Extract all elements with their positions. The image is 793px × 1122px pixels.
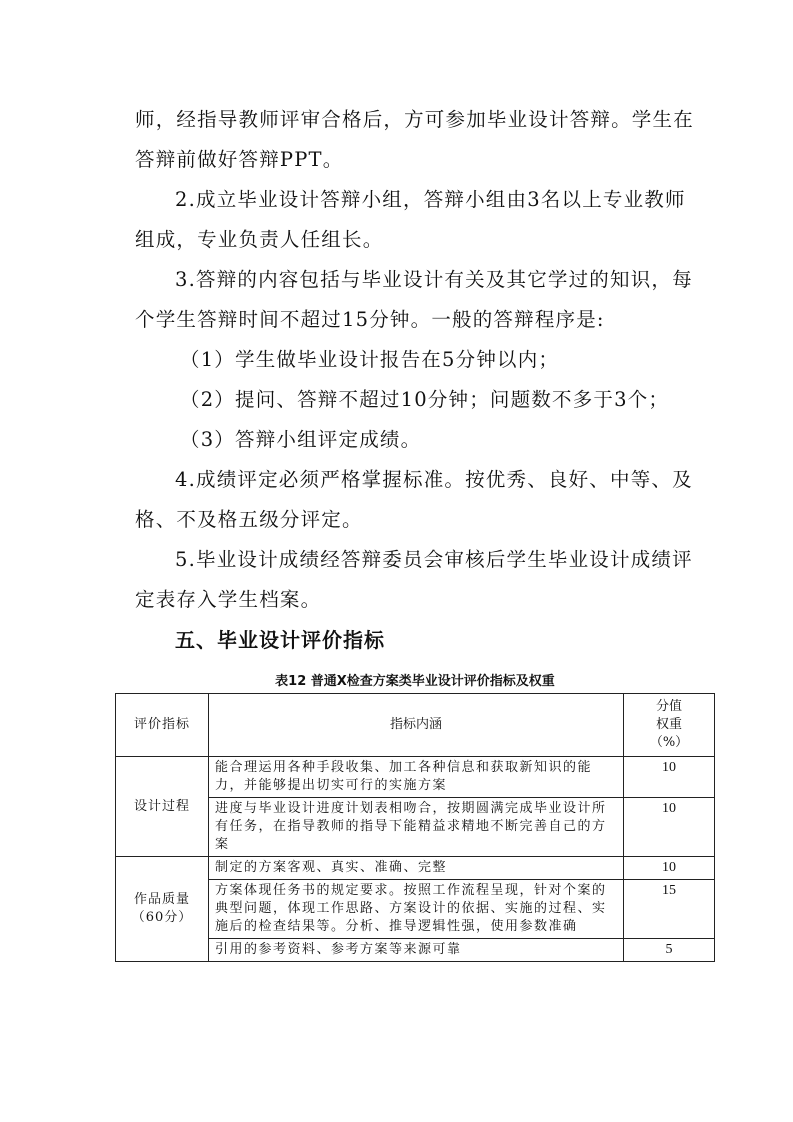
procedure-item-2: （2）提问、答辩不超过10分钟；问题数不多于3个； <box>180 388 670 411</box>
table-row <box>116 857 715 880</box>
table-row <box>116 757 715 798</box>
header-weight-line1: 分值 <box>655 699 682 714</box>
row-weight: 10 <box>624 857 715 880</box>
row-weight: 10 <box>624 798 715 857</box>
row-content: 制定的方案客观、真实、准确、完整 <box>209 857 624 880</box>
procedure-item-1: （1）学生做毕业设计报告在5分钟以内； <box>180 348 560 371</box>
section-heading: 五、毕业设计评价指标 <box>175 628 385 652</box>
paragraph-2: 2.成立毕业设计答辩小组，答辩小组由3名以上专业教师组成，专业负责人任组长。 <box>135 188 686 251</box>
row-weight: 10 <box>624 757 715 798</box>
row-content: 方案体现任务书的规定要求。按照工作流程呈现，针对个案的典型问题，体现工作思路、方案设计的依据、实施的过程、实施后的检查结果等。分析、推导逻辑性强，使用参数准确 <box>209 880 624 939</box>
group-name-label: 作品质量 <box>133 892 190 907</box>
procedure-item-3: （3）答辩小组评定成绩。 <box>180 428 422 451</box>
header-weight <box>624 694 715 757</box>
header-weight-line3: （%） <box>649 735 689 750</box>
group-name-sub: （60分） <box>131 910 193 925</box>
paragraph-5: 5.毕业设计成绩经答辩委员会审核后学生毕业设计成绩评定表存入学生档案。 <box>135 548 693 611</box>
group-name-work-quality <box>116 857 209 962</box>
header-content: 指标内涵 <box>209 694 624 757</box>
table-header-row <box>116 694 715 757</box>
row-content: 能合理运用各种手段收集、加工各种信息和获取新知识的能力，并能够提出切实可行的实施方案 <box>209 757 624 798</box>
header-indicator: 评价指标 <box>116 694 209 757</box>
row-weight: 15 <box>624 880 715 939</box>
paragraph-4: 4.成绩评定必须严格掌握标准。按优秀、良好、中等、及格、不及格五级分评定。 <box>135 468 693 531</box>
evaluation-table <box>115 693 715 962</box>
header-weight-line2: 权重 <box>655 717 682 732</box>
table-caption: 表12 普通X检查方案类毕业设计评价指标及权重 <box>275 674 555 689</box>
paragraph-3: 3.答辩的内容包括与毕业设计有关及其它学过的知识，每个学生答辩时间不超过15分钟。一般的答辩程序是: <box>135 268 693 331</box>
group-name-design-process: 设计过程 <box>116 757 209 857</box>
row-content: 引用的参考资料、参考方案等来源可靠 <box>209 939 624 962</box>
paragraph-continued: 师，经指导教师评审合格后，方可参加毕业设计答辩。学生在答辩前做好答辩PPT。 <box>135 108 694 171</box>
row-content: 进度与毕业设计进度计划表相吻合，按期圆满完成毕业设计所有任务，在指导教师的指导下能精益求精地不断完善自己的方案 <box>209 798 624 857</box>
row-weight: 5 <box>624 939 715 962</box>
